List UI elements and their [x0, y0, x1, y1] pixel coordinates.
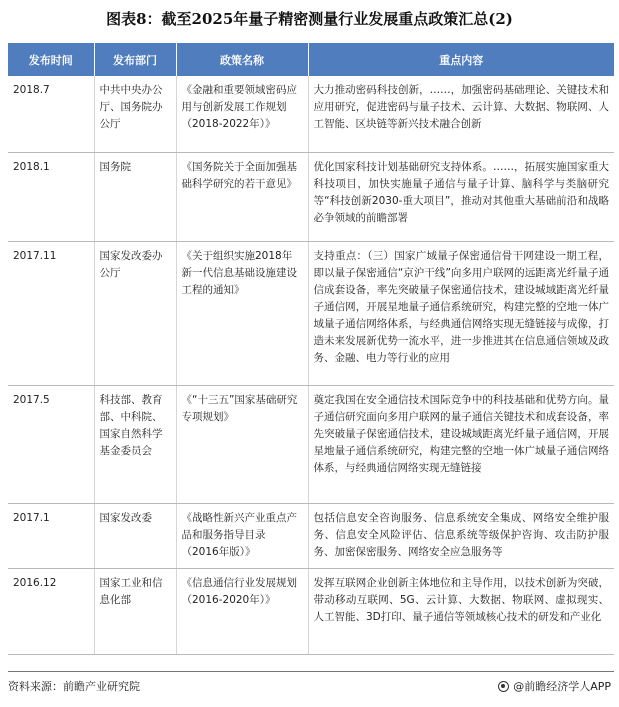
column-header-dept: 发布部门 — [94, 43, 176, 76]
cell-content: 大力推动密码科技创新，……，加强密码基础理论、关键技术和应用研究，促进密码与量子技术、云计算、大数据、物联网、人工智能、区块链等新兴技术融合创新 — [308, 76, 614, 153]
cell-dept: 中共中央办公厅、国务院办公厅 — [94, 76, 176, 153]
cell-content: 优化国家科技计划基础研究支持体系。……，拓展实施国家重大科技项目，加快实施量子通信与量子计算、脑科学与类脑研究等“科技创新2030-重大项目”，推动对其他重大基础前沿和战略必争领域的前瞻部署 — [308, 153, 614, 242]
footer-divider — [8, 671, 614, 672]
brand-logo-icon — [498, 681, 509, 692]
cell-dept: 国家发改委办公厅 — [94, 242, 176, 386]
cell-date: 2018.7 — [8, 76, 94, 153]
brand-credit — [498, 678, 611, 694]
cell-policy: 《战略性新兴产业重点产品和服务指导目录（2016年版）》 — [176, 504, 308, 569]
cell-content: 发挥互联网企业创新主体地位和主导作用，以技术创新为突破，带动移动互联网、5G、云计算、大数据、物联网、虚拟现实、人工智能、3D打印、量子通信等领域核心技术的研发和产业化 — [308, 569, 614, 655]
cell-date: 2017.11 — [8, 242, 94, 386]
cell-dept: 科技部、教育部、中科院、国家自然科学基金委员会 — [94, 386, 176, 504]
cell-policy: 《金融和重要领域密码应用与创新发展工作规划（2018-2022年）》 — [176, 76, 308, 153]
brand-label: @前瞻经济学人APP — [513, 680, 611, 693]
table-row — [8, 504, 614, 569]
cell-content: 支持重点：（三）国家广域量子保密通信骨干网建设一期工程，即以量子保密通信“京沪干线”向多用户联网的远距离光纤量子通信成套设备，率先突破量子保密通信技术，建设城域距离光纤量子通信网，开展星地量子通信系统研究，构建完整的空地一体广域量子通信网络体系，与经典通信网络实现无缝链接与成像，打造未来发展新优势一流水平，进一步推进其在信息通信领域及政务、金融、电力等行业的应用 — [308, 242, 614, 386]
column-header-content: 重点内容 — [308, 43, 614, 76]
table-row — [8, 386, 614, 504]
cell-dept: 国务院 — [94, 153, 176, 242]
cell-policy: 《关于组织实施2018年新一代信息基础设施建设工程的通知》 — [176, 242, 308, 386]
table-row — [8, 569, 614, 655]
table-row — [8, 242, 614, 386]
cell-dept: 国家工业和信息化部 — [94, 569, 176, 655]
cell-content: 包括信息安全咨询服务、信息系统安全集成、网络安全维护服务、信息安全风险评估、信息系统等级保护咨询、攻击防护服务、加密保密服务、网络安全应急服务等 — [308, 504, 614, 569]
policy-table — [8, 43, 614, 655]
table-row — [8, 153, 614, 242]
cell-policy: 《“十三五”国家基础研究专项规划》 — [176, 386, 308, 504]
cell-date: 2017.1 — [8, 504, 94, 569]
cell-date: 2018.1 — [8, 153, 94, 242]
table-row — [8, 76, 614, 153]
cell-policy: 《国务院关于全面加强基础科学研究的若干意见》 — [176, 153, 308, 242]
cell-content: 奠定我国在安全通信技术国际竞争中的科技基础和优势方向。量子通信研究面向多用户联网的量子通信关键技术和成套设备，率先突破量子保密通信技术，建设城域距离光纤量子通信网，开展星地量子通信系统研究，构建完整的空地一体广域量子通信网络体系，与经典通信网络实现无缝链接 — [308, 386, 614, 504]
cell-dept: 国家发改委 — [94, 504, 176, 569]
cell-policy: 《信息通信行业发展规划（2016-2020年）》 — [176, 569, 308, 655]
column-header-policy: 政策名称 — [176, 43, 308, 76]
chart-title: 图表8：截至2025年量子精密测量行业发展重点政策汇总(2) — [106, 10, 513, 28]
source-note: 资料来源：前瞻产业研究院 — [8, 680, 140, 693]
table-header-row — [8, 43, 614, 76]
cell-date: 2017.5 — [8, 386, 94, 504]
column-header-date: 发布时间 — [8, 43, 94, 76]
cell-date: 2016.12 — [8, 569, 94, 655]
